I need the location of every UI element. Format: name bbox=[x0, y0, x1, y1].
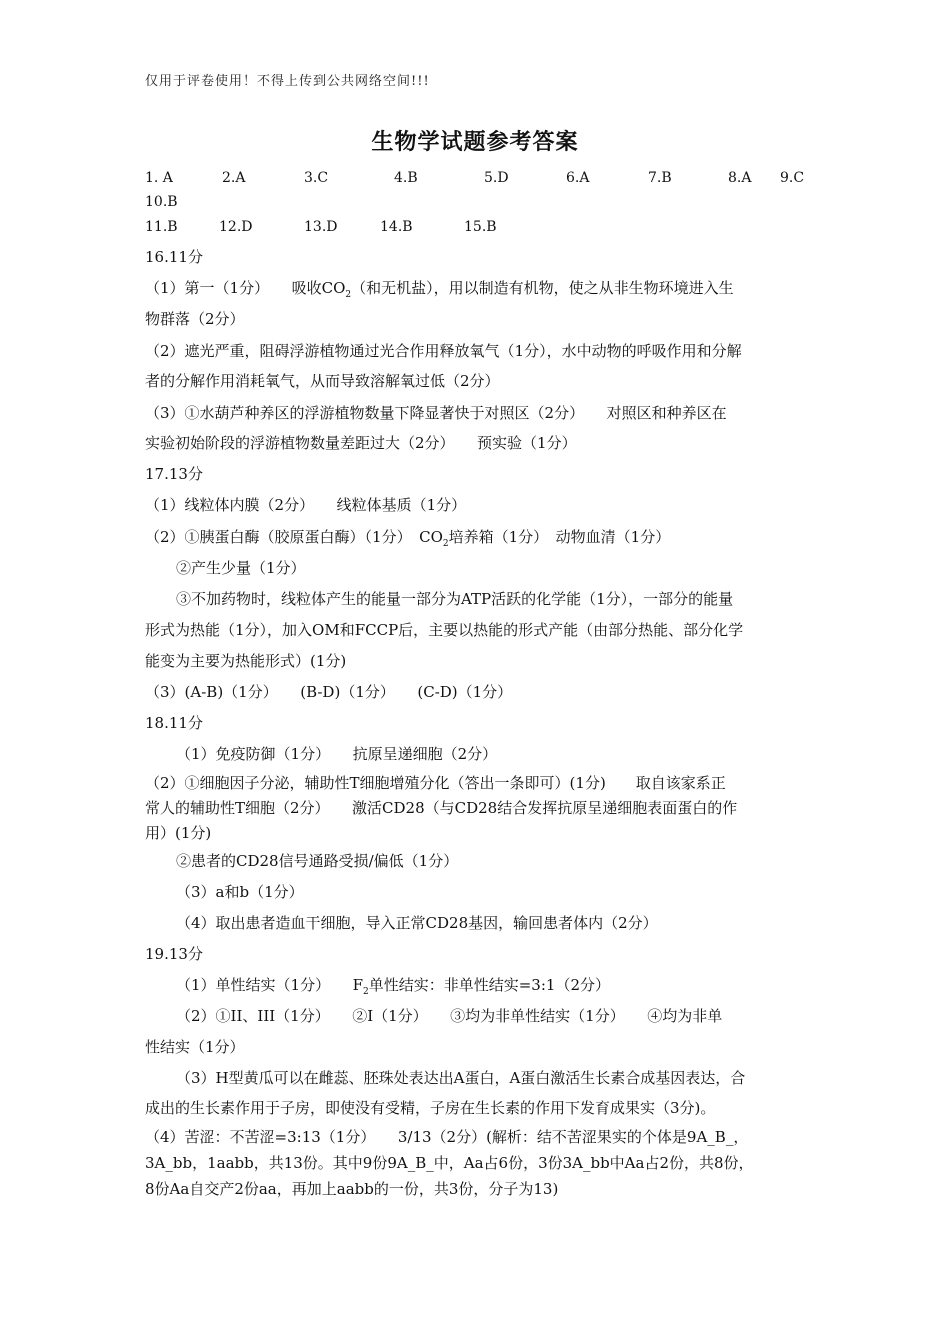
mc-answer-7: 7.B bbox=[648, 170, 672, 186]
q16-line-4: 者的分解作用消耗氧气，从而导致溶解氧过低（2分） bbox=[145, 372, 500, 390]
q17-line-2a: （2）①胰蛋白酶（胶原蛋白酶）（1分） CO bbox=[145, 528, 443, 546]
mc-answer-4: 4.B bbox=[394, 170, 418, 186]
mc-answer-12: 12.D bbox=[219, 219, 253, 235]
q18-line-6: （3）a和b（1分） bbox=[176, 883, 304, 901]
q19-line-6: （4）苦涩：不苦涩=3:13（1分） 3/13（2分）(解析：结不苦涩果实的个体是9A_B_， bbox=[145, 1128, 749, 1146]
q19-line-1 bbox=[176, 974, 610, 997]
mc-answer-1: 1. A bbox=[145, 170, 173, 186]
q19-line-8: 8份Aa自交产2份aa，再加上aabb的一份，共3份，分子为13) bbox=[145, 1180, 559, 1198]
q17-line-2 bbox=[145, 526, 670, 549]
q18-line-5: ②患者的CD28信号通路受损/偏低（1分） bbox=[176, 852, 459, 870]
q16-heading: 16.11分 bbox=[145, 248, 203, 266]
mc-answer-6: 6.A bbox=[566, 170, 590, 186]
mc-answer-10: 10.B bbox=[145, 194, 178, 210]
q17-line-5: 形式为热能（1分），加入OM和FCCP后，主要以热能的形式产能（由部分热能、部分化学 bbox=[145, 621, 744, 639]
mc-answer-14: 14.B bbox=[380, 219, 413, 235]
q19-line-2: （2）①II、III（1分） ②I（1分） ③均为非单性结实（1分） ④均为非单 bbox=[176, 1007, 723, 1025]
q19-line-7: 3A_bb，1aabb，共13份。其中9份9A_B_中，Aa占6份，3份3A_bb中Aa占2份，共8份， bbox=[145, 1154, 754, 1172]
q19-line-1-sub: 2 bbox=[363, 987, 369, 997]
page-title: 生物学试题参考答案 bbox=[371, 129, 579, 155]
q19-line-1b: 单性结实：非单性结实=3:1（2分） bbox=[368, 976, 610, 994]
usage-notice: 仅用于评卷使用！不得上传到公共网络空间!!! bbox=[145, 74, 430, 89]
mc-answer-2: 2.A bbox=[222, 170, 246, 186]
q19-line-1a: （1）单性结实（1分） F bbox=[176, 976, 363, 994]
mc-answer-13: 13.D bbox=[304, 219, 338, 235]
mc-answer-15: 15.B bbox=[464, 219, 497, 235]
q19-line-3: 性结实（1分） bbox=[145, 1038, 245, 1056]
q18-heading: 18.11分 bbox=[145, 714, 203, 732]
q18-line-2: （2）①细胞因子分泌，辅助性T细胞增殖分化（答出一条即可）(1分) 取自该家系正 bbox=[145, 774, 726, 792]
q17-heading: 17.13分 bbox=[145, 465, 203, 483]
q17-line-2b: 培养箱（1分） 动物血清（1分） bbox=[448, 528, 671, 546]
q17-line-4: ③不加药物时，线粒体产生的能量一部分为ATP活跃的化学能（1分），一部分的能量 bbox=[176, 590, 734, 608]
q16-line-5: （3）①水葫芦种养区的浮游植物数量下降显著快于对照区（2分） 对照区和种养区在 bbox=[145, 404, 727, 422]
q17-line-2-sub: 2 bbox=[442, 539, 449, 549]
q16-line-2: 物群落（2分） bbox=[145, 310, 245, 328]
q17-line-6: 能变为主要为热能形式）(1分) bbox=[145, 652, 347, 670]
mc-answer-9: 9.C bbox=[780, 170, 805, 186]
q18-line-1: （1）免疫防御（1分） 抗原呈递细胞（2分） bbox=[176, 745, 498, 763]
mc-answer-11: 11.B bbox=[145, 219, 178, 235]
q18-line-3: 常人的辅助性T细胞（2分） 激活CD28（与CD28结合发挥抗原呈递细胞表面蛋白的作 bbox=[145, 799, 738, 817]
q19-line-5: 成出的生长素作用于子房，即使没有受精，子房在生长素的作用下发育成果实（3分)。 bbox=[145, 1099, 716, 1117]
q19-line-4: （3）H型黄瓜可以在雌蕊、胚珠处表达出A蛋白，A蛋白激活生长素合成基因表达，合 bbox=[176, 1069, 746, 1087]
q17-line-7: （3）(A-B)（1分） (B-D)（1分） (C-D)（1分） bbox=[145, 683, 513, 701]
mc-answer-3: 3.C bbox=[304, 170, 329, 186]
mc-answer-5: 5.D bbox=[484, 170, 509, 186]
q19-heading: 19.13分 bbox=[145, 945, 203, 963]
q16-line-1 bbox=[145, 277, 734, 300]
q17-line-3: ②产生少量（1分） bbox=[176, 559, 306, 577]
q16-line-1a: （1）第一（1分） 吸收CO bbox=[145, 279, 346, 297]
q16-line-1b: （和无机盐），用以制造有机物，使之从非生物环境进入生 bbox=[351, 279, 734, 297]
q16-line-3: （2）遮光严重，阻碍浮游植物通过光合作用释放氧气（1分），水中动物的呼吸作用和分解 bbox=[145, 342, 742, 360]
q16-line-6: 实验初始阶段的浮游植物数量差距过大（2分） 预实验（1分） bbox=[145, 434, 577, 452]
q16-line-1-sub: 2 bbox=[345, 290, 352, 300]
mc-answer-8: 8.A bbox=[728, 170, 752, 186]
q18-line-7: （4）取出患者造血干细胞，导入正常CD28基因，输回患者体内（2分） bbox=[176, 914, 658, 932]
q18-line-4: 用）(1分) bbox=[145, 824, 212, 842]
q17-line-1: （1）线粒体内膜（2分） 线粒体基质（1分） bbox=[145, 496, 467, 514]
